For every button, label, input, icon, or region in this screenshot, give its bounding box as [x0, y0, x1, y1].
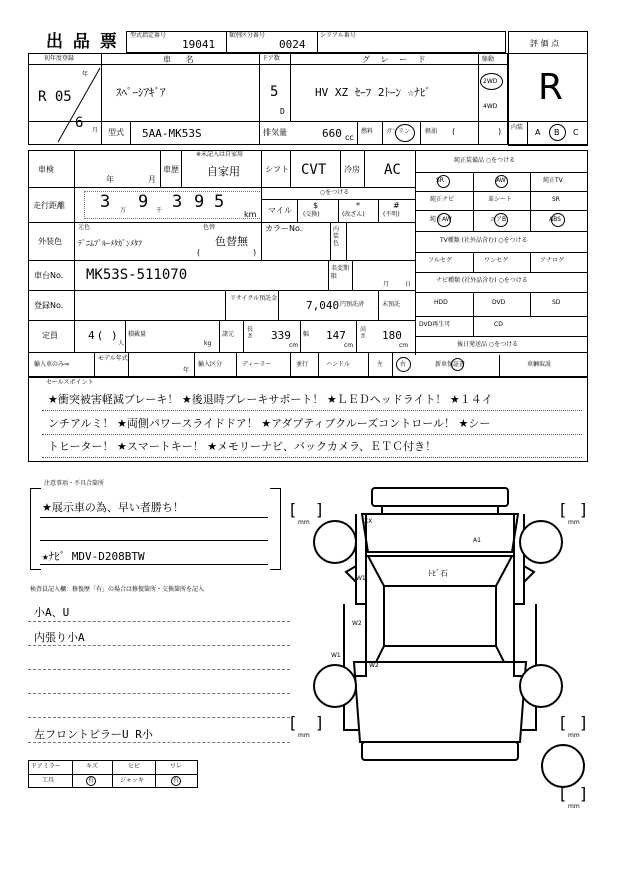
- mm-rr: mm: [568, 732, 580, 739]
- tools-jack: ジャッキ: [120, 777, 144, 784]
- meter-unknown: (不明): [383, 211, 400, 218]
- color-no-label: カラーNo.: [265, 224, 303, 233]
- tv-analog: アナログ: [540, 257, 565, 264]
- height-value: 180: [382, 329, 402, 342]
- later-manual: 車輌取説: [527, 361, 552, 368]
- import-type-label: 輸入区分: [198, 361, 223, 368]
- dims-label: 諸元: [222, 331, 235, 338]
- equip-airbag: エアB: [490, 216, 507, 223]
- navi-type-label: ナビ種類 (社外品含む) ○をつける: [436, 277, 528, 284]
- mm-rl: mm: [298, 732, 310, 739]
- equip-airbag-circle: [494, 213, 508, 227]
- history-label: 車歴: [163, 165, 179, 174]
- width-label: 幅: [303, 331, 310, 338]
- front-right-wheel: [519, 520, 563, 564]
- notes-label: 注意事項・不具合箇所: [44, 480, 105, 487]
- mileage-man: 万: [120, 207, 127, 214]
- length-label: 長さ: [247, 326, 254, 341]
- first-reg-month: 6: [75, 115, 84, 131]
- month-unit: 月: [92, 127, 99, 134]
- recycle-label: リサイクル預託金: [230, 295, 278, 302]
- navi-sd: SD: [552, 299, 561, 306]
- meter-tamper-symbol: *: [356, 201, 360, 210]
- shift-value: CVT: [301, 162, 327, 178]
- height-unit: cm: [399, 342, 409, 349]
- inspection-month-unit: 月: [148, 175, 156, 184]
- recycle-unit: 円預託済: [340, 301, 365, 308]
- later-warranty-circle: [451, 358, 464, 371]
- length-unit: cm: [289, 342, 299, 349]
- mileage-label: 走行距離: [33, 201, 65, 210]
- capacity-label: 定員: [42, 331, 58, 340]
- capacity-paren-open: (: [98, 329, 103, 342]
- inspection-label: 車検: [38, 165, 54, 174]
- name-change-day: 日: [405, 281, 412, 288]
- tools-crack: ヒビ: [128, 763, 141, 770]
- equip-oem-navi: 純正ナビ: [430, 196, 455, 203]
- interior-b-circle: [549, 124, 566, 141]
- chassis-label: 車台No.: [34, 271, 64, 280]
- handle-right: 右: [400, 361, 407, 368]
- meter-exchange-symbol: $: [313, 201, 319, 210]
- ac-label: 冷房: [344, 165, 360, 174]
- fuel-gasoline: ガソリン: [386, 128, 411, 135]
- meter-exchange: (交換): [303, 211, 320, 218]
- shift-label: シフト: [265, 165, 289, 174]
- interior-color-label: 内装色: [333, 226, 340, 248]
- inspector-line-6: 左フロントピラーU R小: [34, 728, 153, 741]
- tools-tool: 工具: [42, 777, 55, 784]
- tools-jack-circle: [171, 776, 181, 786]
- name-change-label: 名変期限: [331, 265, 350, 280]
- meter-unknown-symbol: #: [393, 201, 400, 210]
- tools-jack-mark: 有: [173, 777, 180, 784]
- handle-right-circle: [396, 357, 411, 372]
- inspector-line-2: 内張り小A: [34, 631, 85, 644]
- serial-label: シリアル番号: [320, 32, 356, 39]
- mark-xx: XX: [364, 518, 373, 525]
- capacity-paren-close: ): [112, 329, 117, 342]
- car-name: ｽﾍﾟｰｼｱｷﾞｱ: [116, 86, 166, 99]
- spare-wheel: [541, 744, 585, 788]
- equip-abs: ABS: [549, 216, 561, 223]
- grade-label: グ レ ー ド: [362, 55, 430, 64]
- bracket-spare-close: ]: [580, 784, 587, 803]
- width-unit: cm: [344, 342, 354, 349]
- equip-aw: AW: [496, 177, 506, 184]
- equip-sunroof: SR: [436, 177, 444, 184]
- bracket-rr-open: [: [560, 713, 567, 732]
- equip-abs-circle: [551, 213, 565, 227]
- meter-circle-note: ○をつける: [320, 189, 350, 196]
- interior-b: B: [554, 128, 560, 137]
- mark-w2-low: W2: [369, 662, 379, 669]
- mileage-digit-3: 3: [172, 192, 183, 212]
- sales-line-1: ★衝突被害軽減ブレーキ！ ★後退時ブレーキサポート！ ★ＬＥＤヘッドライト！ ★１４イ: [48, 393, 493, 406]
- navi-cd: CD: [494, 321, 503, 328]
- notes-line-1: ★展示車の為、早い者勝ち！: [42, 501, 184, 514]
- import-dealer: ディーラー: [242, 361, 272, 368]
- equip-aw-circle: [495, 175, 508, 188]
- drive-4wd: 4WD: [483, 103, 498, 110]
- capacity-unit: 人: [118, 340, 125, 347]
- handle-left: 左: [377, 361, 384, 368]
- color-original-value: ﾃﾞﾆﾑﾌﾞﾙｰﾒﾀｶﾞﾝﾒﾀﾌ: [78, 239, 142, 248]
- length-value: 339: [271, 329, 291, 342]
- inspector-label: 検査員記入欄：修復歴「有」の場合は修復箇所・交換箇所を記入: [30, 586, 205, 593]
- capacity-value: 4: [88, 329, 95, 342]
- drive-label: 駆動: [482, 56, 495, 63]
- mileage-digit-5: 5: [214, 192, 225, 212]
- class-label: 類別区分番号: [229, 32, 266, 39]
- page-title: 出 品 票: [46, 32, 119, 52]
- import-parallel: 並行: [296, 361, 309, 368]
- class-value: 0024: [279, 38, 306, 51]
- bracket-fr-open: [: [560, 500, 567, 519]
- meter-tamper: (改ざん): [342, 211, 365, 218]
- fuel-gasoline-circle: [395, 124, 415, 142]
- mm-fl: mm: [298, 519, 310, 526]
- equip-oem-tv: 純正TV: [543, 177, 563, 184]
- interior-c: C: [573, 128, 579, 137]
- mark-w1-low: W1: [331, 652, 341, 659]
- equip-sr: SR: [552, 196, 560, 203]
- handle-label: ハンドル: [326, 361, 351, 368]
- tools-mirror: ドアミラー: [31, 763, 61, 770]
- oem-label: 純正装備品 ○をつける: [454, 157, 516, 164]
- color-label: 外装色: [38, 237, 62, 246]
- import-label: 輸入車のみ⇒: [34, 361, 70, 368]
- mark-chip-stone: ﾄﾋﾞ石: [428, 569, 448, 578]
- first-reg-era: R 05: [38, 89, 72, 105]
- mileage-km: km: [244, 210, 257, 219]
- fuel-label: 燃料: [361, 128, 374, 135]
- equip-oem-aw-circle: [437, 213, 451, 227]
- tools-tool-mark: 有: [88, 777, 95, 784]
- notes-line-3: ★ﾅﾋﾞ MDV-D208BTW: [42, 550, 145, 563]
- displacement-unit: cc: [345, 133, 354, 142]
- mileage-digit-1: 3: [100, 192, 111, 212]
- interior-a: A: [535, 128, 541, 137]
- model-cert-value: 19041: [182, 38, 216, 51]
- door-count: 5: [270, 84, 279, 100]
- height-label: 高さ: [360, 326, 367, 341]
- equip-sunroof-circle: [437, 175, 450, 188]
- chassis-value: MK53S-511070: [86, 267, 188, 283]
- mileage-digit-4: 9: [194, 192, 205, 212]
- fuel-paren-close: ): [498, 127, 502, 136]
- fuel-paren-open: (: [452, 127, 456, 136]
- front-left-wheel: [313, 520, 357, 564]
- color-original-label: 元色: [78, 224, 91, 231]
- mark-w1-top: W1: [356, 575, 366, 582]
- bracket-rl-close: ]: [316, 713, 323, 732]
- color-paren-close: ): [253, 248, 257, 257]
- inspection-year-unit: 年: [106, 175, 114, 184]
- load-label: 積載量: [128, 331, 147, 338]
- mm-fr: mm: [568, 519, 580, 526]
- tv-type-label: TV種類 (社外品含む) ○をつける: [440, 237, 528, 244]
- model-year-unit: 年: [183, 367, 190, 374]
- equip-oem-aw: 純正AW: [430, 216, 452, 223]
- year-unit: 年: [82, 71, 89, 78]
- later-send-label: 後日発送品 ○をつける: [457, 341, 519, 348]
- bracket-rl-open: [: [290, 713, 297, 732]
- car-name-label: 車 名: [163, 55, 200, 64]
- name-change-month: 月: [383, 281, 390, 288]
- recycle-unpaid: 未預託: [382, 301, 401, 308]
- bracket-fr-close: ]: [580, 500, 587, 519]
- mark-a1: A1: [473, 537, 481, 544]
- mm-spare: mm: [568, 803, 580, 810]
- mark-w2-mid: W2: [352, 620, 362, 627]
- tools-tool-circle: [86, 776, 96, 786]
- rear-right-wheel: [519, 664, 563, 708]
- drive-2wd-circle: [480, 73, 503, 90]
- sales-line-2: ンチアルミ！ ★両側パワースライドドア！ ★アダプティブクルーズコントロール！ ★シー: [48, 417, 491, 430]
- reg-no-label: 登録No.: [34, 301, 64, 310]
- ac-value: AC: [384, 162, 401, 178]
- displacement-value: 660: [322, 127, 342, 140]
- mileage-sen: 千: [156, 207, 163, 214]
- score-value: R: [538, 67, 564, 108]
- first-reg-label: 初年度登録: [44, 55, 75, 62]
- rear-left-wheel: [313, 664, 357, 708]
- door-label: ドア数: [262, 55, 280, 62]
- color-change-value: 色替無: [215, 235, 248, 248]
- model-year-label: モデル年式: [98, 355, 128, 362]
- bracket-spare-open: [: [560, 784, 567, 803]
- recycle-value: 7,040: [306, 299, 340, 312]
- bracket-rr-close: ]: [580, 713, 587, 732]
- bracket-fl-close: ]: [316, 500, 323, 519]
- history-note: ※未記入は自家用: [196, 151, 244, 158]
- tv-fullseg: フルセグ: [428, 257, 452, 264]
- tools-scratch: キズ: [86, 763, 98, 770]
- sales-label: セールスポイント: [46, 379, 94, 386]
- color-change-label: 色替: [203, 224, 216, 231]
- grade-value: HV XZ ｾｰﾌ 2ﾄｰﾝ ☆ﾅﾋﾞ: [315, 86, 431, 99]
- door-type: D: [280, 107, 285, 116]
- score-label: 評 価 点: [530, 39, 560, 48]
- interior-label: 内装: [511, 124, 524, 131]
- model-cert-label: 型式指定番号: [130, 32, 167, 39]
- navi-hdd: HDD: [434, 299, 448, 306]
- equip-leather: 革シート: [488, 196, 513, 203]
- tv-oneseg: ワンセグ: [484, 257, 509, 264]
- tools-broken: ワレ: [170, 763, 183, 770]
- bracket-fl-open: [: [290, 500, 297, 519]
- displacement-label: 排気量: [263, 128, 287, 137]
- drive-2wd: 2WD: [483, 78, 498, 85]
- sales-line-3: トヒーター！ ★スマートキー！ ★メモリーナビ、バックカメラ、ＥＴＣ付き！: [48, 440, 437, 453]
- color-paren-open: (: [197, 248, 201, 257]
- inspector-line-1: 小A、U: [34, 606, 70, 619]
- load-unit: kg: [204, 340, 212, 347]
- meter-mile: マイル: [268, 206, 292, 215]
- mileage-digit-2: 9: [138, 192, 149, 212]
- width-value: 147: [326, 329, 346, 342]
- model-label: 型式: [108, 128, 124, 137]
- history-value: 自家用: [207, 165, 240, 178]
- navi-dvd-play: DVD再生可: [419, 321, 451, 328]
- navi-dvd: DVD: [492, 299, 506, 306]
- later-warranty: 新車保証書: [435, 361, 466, 368]
- model-value: 5AA-MK53S: [142, 127, 202, 140]
- fuel-light-oil: 軽油: [425, 128, 438, 135]
